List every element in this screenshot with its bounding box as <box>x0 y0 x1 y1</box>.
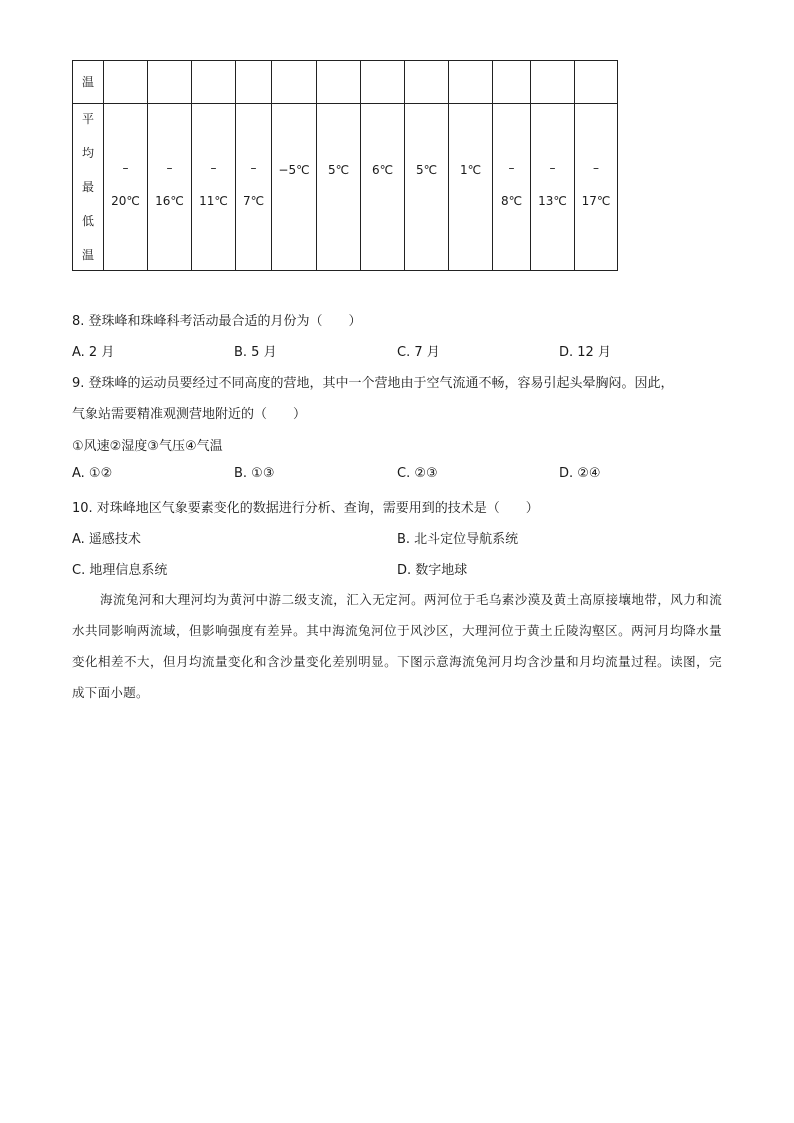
q10-option-d[interactable]: D. 数字地球 <box>397 563 468 578</box>
temp-cell-8 <box>405 104 449 271</box>
table-cell <box>531 61 575 104</box>
temp-value: 5℃ <box>415 163 438 177</box>
reading-passage: 海流兔河和大理河均为黄河中游二级支流，汇入无定河。两河位于毛乌素沙漠及黄土高原接壤地带，风力和流水共同影响两流域，但影响强度有差异。其中海流兔河位于风沙区，大理河位于黄土丘陵沟壑区。两河月均降水量变化相差不大，但月均流量变化和含沙量变化差别明显。下图示意海流兔河月均含沙量和月均流量过程。读图，完成下面小题。 <box>72 592 722 700</box>
table-cell <box>104 61 148 104</box>
table-cell <box>361 61 405 104</box>
row-label-char: 均 <box>81 146 94 160</box>
minus-sign: – <box>593 161 599 175</box>
table-cell <box>236 61 272 104</box>
table-cell <box>493 61 531 104</box>
table-row-top <box>73 61 618 104</box>
table-cell <box>192 61 236 104</box>
q8-option-d[interactable]: D. 12 月 <box>559 345 611 360</box>
q10-option-b[interactable]: B. 北斗定位导航系统 <box>397 532 519 547</box>
question-9-items: ①风速②湿度③气压④气温 <box>72 439 223 454</box>
temp-value: 16℃ <box>155 194 184 208</box>
q9-option-a[interactable]: A. ①② <box>72 466 113 481</box>
minus-sign: – <box>210 161 217 175</box>
row-label-char: 最 <box>81 180 94 194</box>
temp-cell-3 <box>192 104 236 271</box>
q9-option-b[interactable]: B. ①③ <box>234 466 275 481</box>
table-cell <box>405 61 449 104</box>
temp-value: 1℃ <box>459 163 482 177</box>
q10-option-c[interactable]: C. 地理信息系统 <box>72 563 168 578</box>
temp-cell-4 <box>236 104 272 271</box>
table-cell <box>317 61 361 104</box>
table-row-min-temp <box>73 104 618 271</box>
question-9-stem-line2: 气象站需要精准观测营地附近的（ ） <box>72 407 307 422</box>
row-label-min-temp <box>73 104 104 271</box>
temp-cell-5 <box>272 104 317 271</box>
temp-value: 11℃ <box>199 194 228 208</box>
row-label-char: 温 <box>81 248 94 262</box>
question-10-stem: 10. 对珠峰地区气象要素变化的数据进行分析、查询，需要用到的技术是（ ） <box>72 501 539 516</box>
temp-value: 17℃ <box>581 194 611 208</box>
table-cell <box>449 61 493 104</box>
q8-option-b[interactable]: B. 5 月 <box>234 345 277 360</box>
temp-value: 20℃ <box>111 194 140 208</box>
temp-cell-10 <box>493 104 531 271</box>
minus-sign: – <box>549 161 556 175</box>
temperature-table <box>72 60 618 271</box>
row-label-top <box>73 61 104 104</box>
question-9-stem-line1: 9. 登珠峰的运动员要经过不同高度的营地，其中一个营地由于空气流通不畅，容易引起头晕胸闷。因此， <box>72 376 674 391</box>
temp-cell-2 <box>148 104 192 271</box>
q9-option-d[interactable]: D. ②④ <box>559 466 601 481</box>
table-cell <box>575 61 618 104</box>
q8-option-c[interactable]: C. 7 月 <box>397 345 440 360</box>
temp-cell-12 <box>575 104 618 271</box>
question-8-stem: 8. 登珠峰和珠峰科考活动最合适的月份为（ ） <box>72 314 362 329</box>
temp-cell-11 <box>531 104 575 271</box>
minus-sign: – <box>166 161 173 175</box>
table-cell <box>272 61 317 104</box>
temp-cell-6 <box>317 104 361 271</box>
q9-option-c[interactable]: C. ②③ <box>397 466 438 481</box>
minus-sign: – <box>508 161 515 175</box>
temp-value: 6℃ <box>371 163 394 177</box>
q10-option-a[interactable]: A. 遥感技术 <box>72 532 141 547</box>
minus-sign: – <box>250 161 257 175</box>
row-label-char: 低 <box>81 214 94 228</box>
row-label-top-char: 温 <box>81 75 94 89</box>
temp-value: 7℃ <box>242 194 265 208</box>
temp-value: 13℃ <box>538 194 567 208</box>
temp-value: 8℃ <box>500 194 523 208</box>
q8-option-a[interactable]: A. 2 月 <box>72 345 115 360</box>
minus-sign: – <box>122 161 129 175</box>
row-label-char: 平 <box>81 112 94 126</box>
temp-value: 5℃ <box>327 163 350 177</box>
temp-cell-9 <box>449 104 493 271</box>
table-cell <box>148 61 192 104</box>
temp-cell-7 <box>361 104 405 271</box>
temp-cell-1 <box>104 104 148 271</box>
temp-value: −5℃ <box>278 163 310 177</box>
